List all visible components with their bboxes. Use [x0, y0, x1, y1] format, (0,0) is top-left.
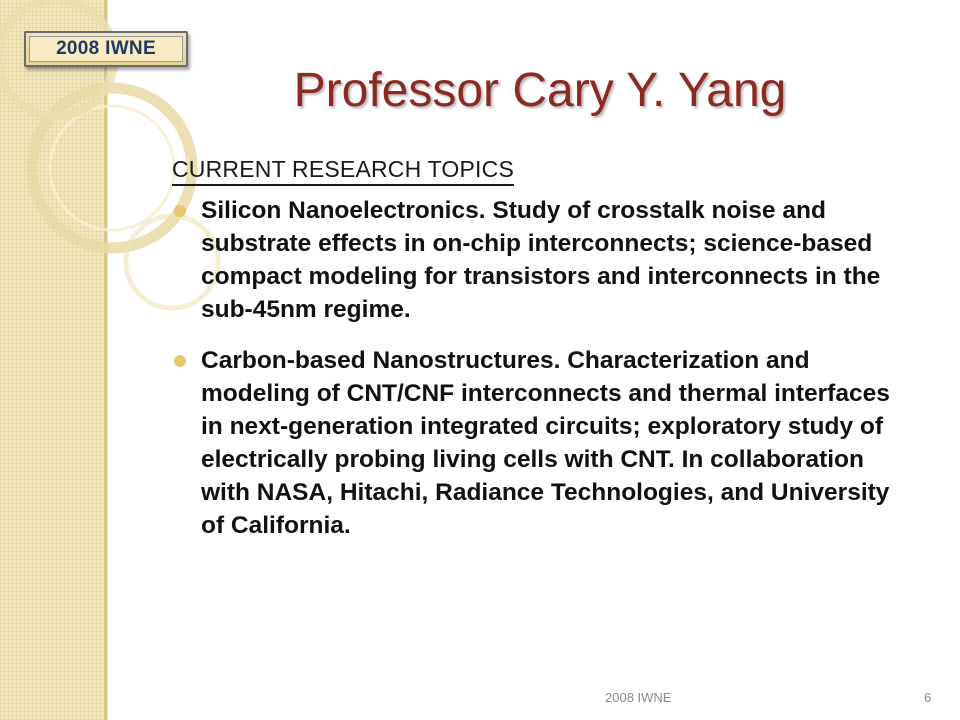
- event-badge-label: 2008 IWNE: [56, 38, 156, 59]
- section-heading: CURRENT RESEARCH TOPICS: [172, 155, 514, 186]
- slide-title: Professor Cary Y. Yang: [293, 64, 787, 117]
- side-band-edge-highlight: [107, 0, 108, 720]
- topic-text: Carbon-based Nanostructures. Characterization and modeling of CNT/CNF interconnects and thermal interfaces in next-generation integrated circuits; exploratory study of electrically probing living cells with CNT. In collaboration with NASA, Hitachi, Radiance Technologies, and University of California.: [201, 347, 890, 539]
- topic-item-carbon-nanostructures: [172, 344, 908, 542]
- topic-list: [172, 194, 908, 560]
- page-number: 6: [924, 690, 932, 705]
- decorative-side-band: [0, 0, 104, 720]
- topic-text: Silicon Nanoelectronics. Study of crosstalk noise and substrate effects in on-chip interconnects; science-based compact modeling for transistors and interconnects in the sub-45nm regime.: [201, 197, 881, 323]
- event-badge-inner: [29, 36, 183, 62]
- event-badge: [24, 31, 188, 67]
- bullet-dot-icon: [174, 205, 186, 217]
- topic-item-silicon-nanoelectronics: [172, 194, 908, 326]
- footer-text: 2008 IWNE: [605, 690, 672, 705]
- bullet-dot-icon: [174, 355, 186, 367]
